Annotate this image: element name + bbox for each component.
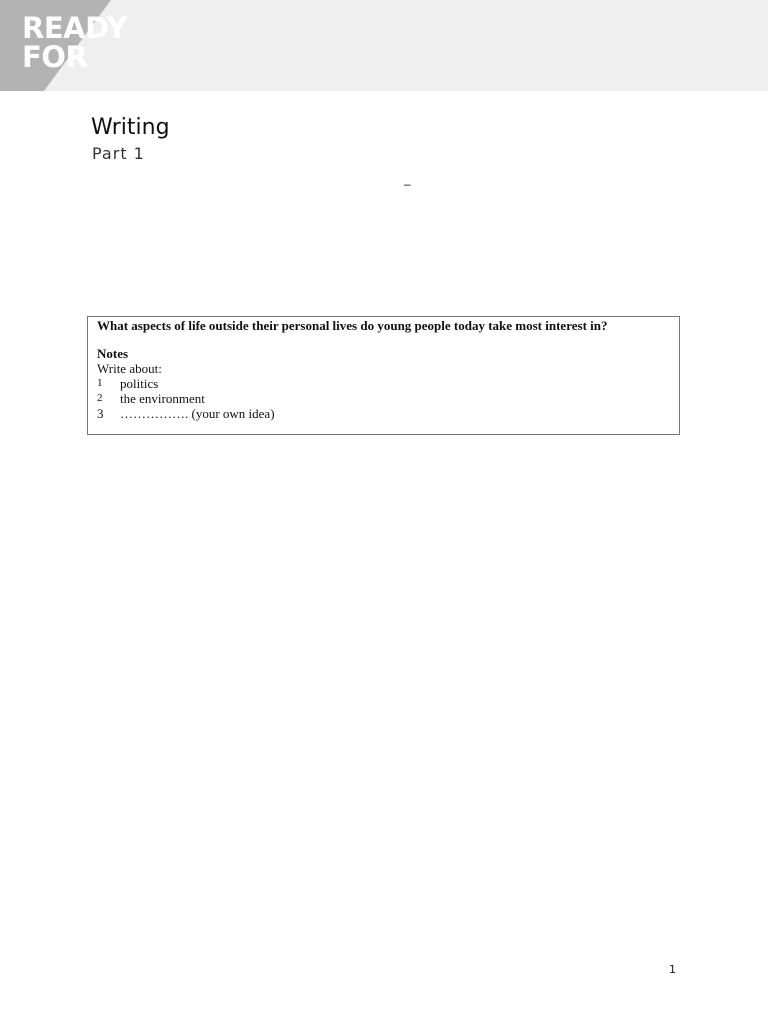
logo-line-for: FOR [22, 40, 88, 74]
ready-for-logo [22, 11, 152, 74]
task-question: What aspects of life outside their personal lives do young people today take most interest in? [97, 318, 608, 333]
notes-item-number: 3 [97, 406, 104, 421]
notes-item-number: 1 [97, 377, 103, 389]
notes-item-number: 2 [97, 392, 103, 404]
notes-list-item [97, 406, 670, 421]
page-number: 1 [669, 963, 676, 976]
notes-list-item [97, 391, 670, 406]
stray-dash-mark: – [404, 177, 411, 191]
notes-heading: Notes [97, 346, 129, 361]
notes-item-text: the environment [120, 391, 205, 406]
notes-list-item [97, 376, 670, 391]
page-subtitle: Part 1 [92, 144, 145, 163]
task-box [87, 316, 680, 435]
notes-item-text: politics [120, 376, 159, 391]
write-about-label: Write about: [97, 361, 162, 376]
page-title: Writing [91, 115, 170, 140]
header-band [0, 0, 768, 91]
notes-item-text: ……………. (your own idea) [120, 406, 275, 421]
notes-list [97, 376, 670, 421]
logo-line-ready: READY [22, 11, 128, 45]
